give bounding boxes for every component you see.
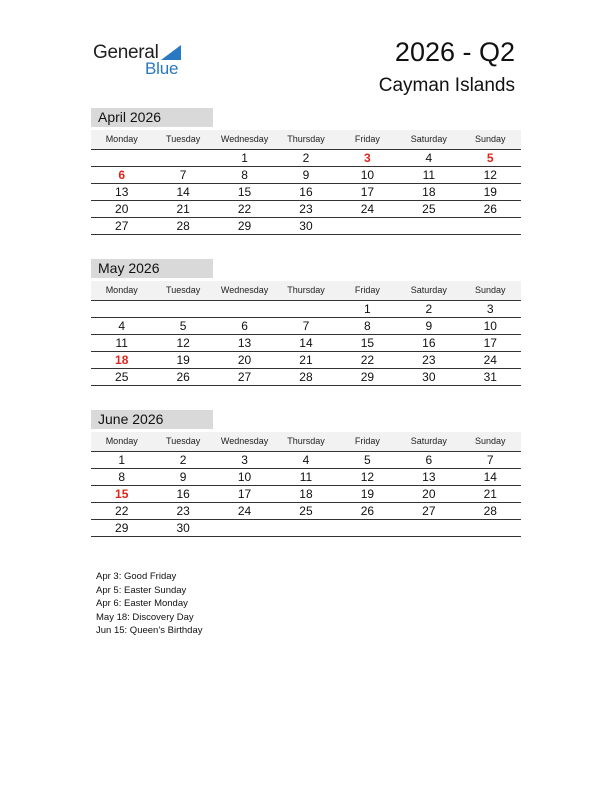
week-row (91, 318, 521, 335)
day-cell: 21 (299, 353, 313, 367)
day-cell: 27 (115, 219, 129, 233)
day-cell (214, 520, 275, 536)
day-cell: 12 (176, 336, 190, 350)
day-cell: 7 (302, 319, 310, 333)
weekday-header-row (91, 432, 521, 452)
day-cell (152, 150, 213, 166)
day-cell: 17 (360, 185, 375, 199)
day-cell: 18 (299, 487, 313, 501)
weekday-label: Sunday (474, 134, 506, 144)
weekday-header-row (91, 130, 521, 150)
day-cell: 19 (483, 185, 497, 199)
day-cell: 26 (483, 202, 497, 216)
weekday-label: Wednesday (220, 436, 269, 446)
holiday-note: Jun 15: Queen’s Birthday (96, 625, 203, 636)
day-cell: 15 (237, 185, 252, 199)
day-cell: 10 (483, 319, 497, 333)
week-row (91, 218, 521, 235)
day-cell: 8 (364, 319, 371, 333)
day-cell: 17 (483, 336, 497, 350)
day-cell: 1 (118, 453, 126, 467)
day-cell (275, 301, 336, 317)
day-cell: 31 (483, 370, 497, 384)
day-cell: 9 (425, 319, 433, 333)
week-row (91, 369, 521, 386)
day-cell: 9 (302, 168, 310, 182)
week-row (91, 335, 521, 352)
day-cell: 4 (118, 319, 126, 333)
weekday-label: Thursday (287, 134, 325, 144)
month-block (91, 410, 521, 537)
day-cell: 25 (299, 504, 313, 518)
day-cell: 29 (115, 521, 129, 535)
day-cell: 5 (179, 319, 187, 333)
day-cell (152, 301, 213, 317)
day-cell: 20 (422, 487, 436, 501)
day-cell: 13 (115, 185, 129, 199)
week-row (91, 201, 521, 218)
day-cell: 4 (425, 151, 433, 165)
week-row (91, 352, 521, 369)
day-cell (91, 150, 152, 166)
day-cell: 24 (237, 504, 252, 518)
weekday-label: Sunday (474, 285, 506, 295)
month-title: May 2026 (91, 259, 213, 278)
day-cell: 27 (422, 504, 436, 518)
day-cell: 25 (115, 370, 129, 384)
week-row (91, 503, 521, 520)
page-title: 2026 - Q2 (394, 37, 515, 67)
day-cell: 7 (486, 453, 494, 467)
day-cell: 8 (118, 470, 126, 484)
brand-name-general: General (93, 42, 159, 63)
day-cell: 3 (486, 302, 494, 316)
day-cell: 24 (360, 202, 375, 216)
weekday-label: Saturday (410, 285, 447, 295)
day-cell: 22 (115, 504, 129, 518)
day-cell: 8 (241, 168, 248, 182)
day-cell: 19 (176, 353, 190, 367)
day-cell: 23 (176, 504, 190, 518)
day-cell: 11 (115, 336, 128, 350)
brand-name-blue: Blue (145, 59, 179, 78)
brand-logo (93, 41, 193, 81)
day-cell: 29 (360, 370, 375, 384)
day-cell (91, 301, 152, 317)
day-cell: 9 (179, 470, 187, 484)
month-block (91, 259, 521, 386)
week-row (91, 520, 521, 537)
day-cell (214, 301, 275, 317)
day-cell: 27 (237, 370, 252, 384)
day-cell: 2 (425, 302, 433, 316)
holiday-day-cell: 6 (118, 168, 126, 182)
day-cell: 30 (422, 370, 436, 384)
day-cell: 11 (299, 470, 313, 484)
weekday-label: Thursday (287, 436, 325, 446)
day-cell: 13 (422, 470, 436, 484)
weekday-label: Sunday (474, 436, 506, 446)
day-cell: 5 (364, 453, 371, 467)
day-cell: 14 (299, 336, 313, 350)
day-cell: 17 (237, 487, 252, 501)
day-cell: 6 (241, 319, 248, 333)
day-cell: 12 (483, 168, 497, 182)
day-cell: 16 (299, 185, 313, 199)
week-row (91, 150, 521, 167)
day-cell: 28 (176, 219, 190, 233)
day-cell: 20 (115, 202, 129, 216)
day-cell: 21 (176, 202, 190, 216)
weekday-label: Friday (354, 134, 380, 144)
week-row (91, 486, 521, 503)
brand-triangle-icon (161, 45, 181, 60)
day-cell: 6 (425, 453, 433, 467)
month-title: June 2026 (91, 410, 213, 429)
day-cell: 20 (237, 353, 252, 367)
day-cell: 10 (237, 470, 252, 484)
month-block (91, 108, 521, 235)
day-cell: 25 (422, 202, 436, 216)
holiday-day-cell: 5 (486, 151, 494, 165)
day-cell (398, 520, 459, 536)
weekday-label: Tuesday (166, 285, 201, 295)
day-cell: 19 (360, 487, 375, 501)
day-cell (460, 520, 521, 536)
day-cell: 7 (179, 168, 187, 182)
day-cell: 18 (422, 185, 436, 199)
holiday-day-cell: 15 (115, 487, 129, 501)
month-title: April 2026 (91, 108, 213, 127)
day-cell (398, 218, 459, 234)
day-cell: 16 (176, 487, 190, 501)
weekday-label: Saturday (410, 436, 447, 446)
weekday-label: Wednesday (220, 134, 269, 144)
day-cell: 10 (360, 168, 375, 182)
day-cell: 29 (237, 219, 252, 233)
day-cell (275, 520, 336, 536)
day-cell: 3 (241, 453, 248, 467)
page-subtitle: Cayman Islands (378, 75, 515, 96)
week-row (91, 452, 521, 469)
holiday-day-cell: 3 (364, 151, 371, 165)
day-cell (337, 218, 398, 234)
day-cell: 23 (299, 202, 313, 216)
holiday-note: Apr 6: Easter Monday (96, 598, 188, 609)
day-cell: 12 (360, 470, 375, 484)
week-row (91, 167, 521, 184)
day-cell: 16 (422, 336, 436, 350)
weekday-header-row (91, 281, 521, 301)
day-cell: 2 (179, 453, 187, 467)
day-cell: 14 (483, 470, 497, 484)
holiday-notes (96, 570, 203, 638)
day-cell: 28 (299, 370, 313, 384)
day-cell: 1 (241, 151, 248, 165)
day-cell (337, 520, 398, 536)
day-cell: 15 (360, 336, 375, 350)
day-cell: 28 (483, 504, 497, 518)
holiday-note: Apr 5: Easter Sunday (96, 584, 187, 596)
day-cell: 1 (364, 302, 371, 316)
week-row (91, 469, 521, 486)
day-cell: 22 (360, 353, 375, 367)
day-cell: 22 (237, 202, 252, 216)
day-cell: 21 (483, 487, 497, 501)
day-cell: 4 (302, 453, 310, 467)
holiday-note: May 18: Discovery Day (96, 611, 194, 623)
day-cell: 30 (299, 219, 313, 233)
weekday-label: Saturday (410, 134, 447, 144)
weekday-label: Thursday (287, 285, 325, 295)
week-row (91, 301, 521, 318)
holiday-day-cell: 18 (115, 353, 129, 367)
weekday-label: Tuesday (166, 134, 201, 144)
holiday-note: Apr 3: Good Friday (96, 571, 177, 582)
weekday-label: Tuesday (166, 436, 201, 446)
weekday-label: Monday (105, 134, 138, 144)
day-cell: 11 (422, 168, 436, 182)
day-cell: 30 (176, 521, 190, 535)
weekday-label: Wednesday (220, 285, 269, 295)
weekday-label: Monday (105, 285, 138, 295)
day-cell: 24 (483, 353, 497, 367)
week-row (91, 184, 521, 201)
day-cell: 23 (422, 353, 436, 367)
day-cell: 26 (176, 370, 190, 384)
day-cell (460, 218, 521, 234)
day-cell: 2 (302, 151, 310, 165)
weekday-label: Friday (354, 285, 380, 295)
day-cell: 14 (176, 185, 190, 199)
weekday-label: Friday (354, 436, 380, 446)
day-cell: 26 (360, 504, 375, 518)
weekday-label: Monday (105, 436, 138, 446)
day-cell: 13 (237, 336, 252, 350)
